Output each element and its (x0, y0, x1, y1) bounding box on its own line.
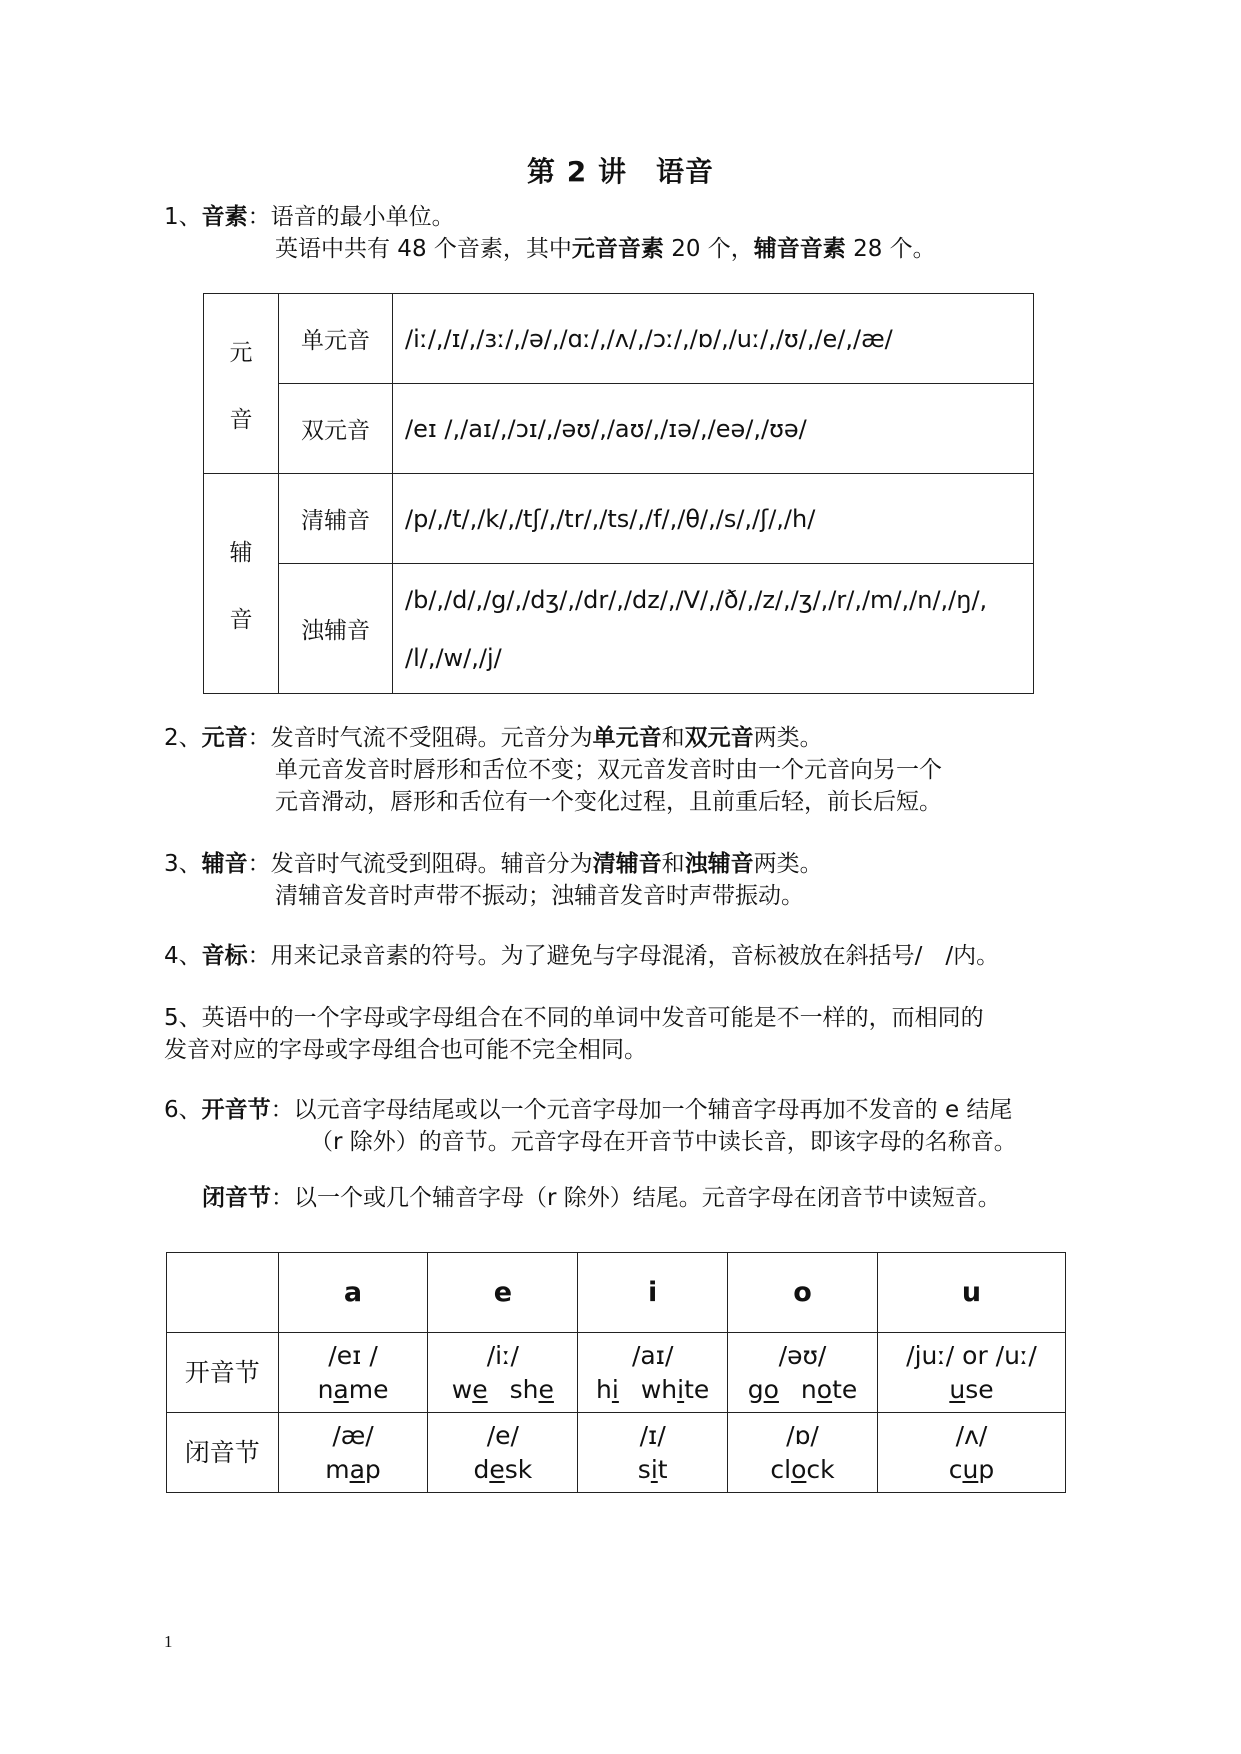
closed-syllable-colon: ： (271, 1185, 294, 1211)
closed-syllable-cell (728, 1413, 878, 1493)
example-word-vowel: e (489, 1454, 505, 1484)
point-2 (164, 722, 942, 818)
point-1 (164, 201, 936, 265)
closed-syllable-text: 以一个或几个辅音字母（r 除外）结尾。元音字母在闭音节中读短音。 (294, 1185, 1001, 1211)
open-syllable-cell (877, 1333, 1065, 1413)
example-word-vowel: o (791, 1454, 807, 1484)
vowel-group-char-2: 音 (229, 406, 253, 433)
closed-syllable-row (167, 1413, 1066, 1493)
example-word-part: sh (509, 1374, 539, 1404)
vowel-letter-header: a (278, 1253, 428, 1333)
point-6-line-2: （r 除外）的音节。元音字母在开音节中读长音，即该字母的名称音。 (310, 1129, 1017, 1155)
point-6-colon: ： (270, 1097, 294, 1123)
example-word (801, 1373, 857, 1407)
point-6-number: 6、 (164, 1097, 202, 1123)
example-word-vowel: e (472, 1374, 488, 1404)
point-4 (164, 940, 999, 972)
point-2-line-2: 单元音发音时唇形和舌位不变；双元音发音时由一个元音向另一个 (275, 757, 942, 783)
example-word-vowel: o (816, 1374, 833, 1404)
point-3-voiceless-term: 清辅音 (592, 851, 662, 877)
point-2-line-3: 元音滑动，唇形和舌位有一个变化过程，且前重后轻，前长后短。 (275, 789, 942, 815)
example-word (510, 1373, 554, 1407)
example-word-part: w (451, 1374, 473, 1404)
example-word-part: ck (806, 1454, 835, 1484)
page-title: 第 2 讲 语音 (527, 155, 714, 188)
point-1-vowel-count-term: 元音音素 (571, 236, 664, 262)
point-6-term: 开音节 (201, 1097, 271, 1123)
closed-syllable-ipa: /ʌ/ (955, 1420, 988, 1450)
open-syllable-examples (428, 1373, 577, 1407)
example-word-part: te (684, 1374, 710, 1404)
example-word-vowel: a (333, 1374, 349, 1404)
point-1-colon: ： (247, 204, 271, 230)
point-3-line-2: 清辅音发音时声带不振动；浊辅音发音时声带振动。 (275, 883, 804, 909)
open-syllable-examples (878, 1373, 1065, 1407)
vowel-letter-header: e (428, 1253, 578, 1333)
consonant-group-cell (204, 474, 279, 694)
example-word-part: c (948, 1454, 963, 1484)
phoneme-label-diphthong: 双元音 (279, 384, 393, 474)
point-2-text-c: 和 (661, 725, 685, 751)
point-3-text-a: 发音时气流受到阻碍。辅音分为 (270, 851, 593, 877)
example-word-vowel: u (962, 1454, 979, 1484)
example-word-part: p (978, 1454, 995, 1484)
point-2-text-e: 两类。 (753, 725, 823, 751)
vowel-letter-header: i (578, 1253, 728, 1333)
phoneme-label-voiced: 浊辅音 (279, 564, 393, 694)
point-3-number: 3、 (164, 851, 202, 877)
point-5 (164, 1002, 984, 1066)
example-word-part: se (965, 1374, 994, 1404)
closed-syllable-cell (278, 1413, 428, 1493)
syllable-table-header-row (167, 1253, 1066, 1333)
point-2-monophthong-term: 单元音 (592, 725, 662, 751)
example-word (641, 1373, 709, 1407)
open-syllable-examples (728, 1373, 877, 1407)
open-syllable-ipa: /eɪ / (328, 1340, 378, 1370)
example-word (325, 1453, 381, 1487)
example-word-vowel: i (611, 1374, 619, 1404)
vowel-group-char-1: 元 (229, 339, 253, 366)
consonant-group-char-1: 辅 (229, 539, 253, 566)
closed-syllable-examples (428, 1453, 577, 1487)
example-word-vowel: o (763, 1374, 779, 1404)
open-syllable-examples (279, 1373, 428, 1407)
open-syllable-ipa: /iː/ (486, 1340, 519, 1370)
example-word (949, 1453, 994, 1487)
phoneme-symbols-monophthong: /iː/,/ɪ/,/ɜː/,/ə/,/ɑː/,/ʌ/,/ɔː/,/ɒ/,/uː/,/ʊ/,/e/,/æ/ (393, 294, 1034, 384)
phoneme-symbols-diphthong: /eɪ /,/aɪ/,/ɔɪ/,/əʊ/,/aʊ/,/ɪə/,/eə/,/ʊə/ (393, 384, 1034, 474)
point-3-voiced-term: 浊辅音 (684, 851, 754, 877)
closed-syllable-examples (878, 1453, 1065, 1487)
closed-syllable-examples (578, 1453, 727, 1487)
point-4-colon: ： (247, 943, 271, 969)
example-word (596, 1373, 619, 1407)
example-word-part: h (596, 1374, 612, 1404)
phoneme-row-voiced (204, 564, 1034, 694)
phoneme-label-voiceless: 清辅音 (279, 474, 393, 564)
open-syllable-ipa: /juː/ or /uː/ (906, 1340, 1037, 1370)
vowel-letter-header: u (877, 1253, 1065, 1333)
example-word-vowel: u (949, 1374, 966, 1404)
open-syllable-cell (728, 1333, 878, 1413)
example-word-part: n (800, 1374, 817, 1404)
point-3-colon: ： (247, 851, 271, 877)
open-syllable-row-label: 开音节 (167, 1333, 279, 1413)
point-6 (164, 1094, 1017, 1158)
syllable-table (166, 1252, 1066, 1493)
point-3-text-e: 两类。 (753, 851, 823, 877)
vowel-letter-header: o (728, 1253, 878, 1333)
closed-syllable-examples (279, 1453, 428, 1487)
example-word (949, 1373, 993, 1407)
point-5-line-2: 发音对应的字母或字母组合也可能不完全相同。 (164, 1037, 647, 1063)
closed-syllable-ipa: /ɪ/ (639, 1420, 666, 1450)
phoneme-row-voiceless (204, 474, 1034, 564)
phoneme-table (203, 293, 1034, 694)
closed-syllable-examples (728, 1453, 877, 1487)
example-word-vowel: i (677, 1374, 685, 1404)
example-word-part: te (832, 1374, 858, 1404)
closed-syllable-cell (428, 1413, 578, 1493)
example-word (770, 1453, 834, 1487)
point-1-consonant-count-term: 辅音音素 (753, 236, 846, 262)
vowel-group-cell (204, 294, 279, 474)
example-word (473, 1453, 532, 1487)
example-word-part: t (657, 1454, 668, 1484)
example-word-part: sk (504, 1454, 533, 1484)
example-word-part: cl (770, 1454, 792, 1484)
point-1-term: 音素 (201, 204, 248, 230)
point-2-text-a: 发音时气流不受阻碍。元音分为 (270, 725, 593, 751)
example-word-part: s (637, 1454, 651, 1484)
open-syllable-cell (428, 1333, 578, 1413)
point-6-definition: 以元音字母结尾或以一个元音字母加一个辅音字母再加不发音的 e 结尾 (293, 1097, 1013, 1123)
point-4-definition: 用来记录音素的符号。为了避免与字母混淆，音标被放在斜括号/ /内。 (270, 943, 1000, 969)
example-word-part: m (325, 1454, 350, 1484)
syllable-table-corner-cell (167, 1253, 279, 1333)
phoneme-row-diphthong (204, 384, 1034, 474)
phoneme-symbols-voiceless: /p/,/t/,/k/,/tʃ/,/tr/,/ts/,/f/,/θ/,/s/,/ʃ/,/h/ (393, 474, 1034, 564)
closed-syllable-term: 闭音节 (202, 1185, 271, 1211)
open-syllable-cell (278, 1333, 428, 1413)
closed-syllable-ipa: /æ/ (332, 1420, 374, 1450)
point-1-line2-c: 20 个， (663, 236, 754, 262)
example-word-part: me (348, 1374, 389, 1404)
point-5-line-1: 5、英语中的一个字母或字母组合在不同的单词中发音可能是不一样的，而相同的 (164, 1005, 984, 1031)
phoneme-symbols-voiced (393, 564, 1034, 694)
point-2-number: 2、 (164, 725, 202, 751)
phoneme-symbols-voiced-line2: /l/,/w/,/j/ (405, 643, 502, 672)
consonant-group-char-2: 音 (229, 606, 253, 633)
example-word-vowel: e (538, 1374, 554, 1404)
example-word (748, 1373, 779, 1407)
point-1-number: 1、 (164, 204, 202, 230)
open-syllable-ipa: /əʊ/ (778, 1340, 827, 1370)
phoneme-label-monophthong: 单元音 (279, 294, 393, 384)
phoneme-row-monophthong (204, 294, 1034, 384)
point-3-term: 辅音 (201, 851, 248, 877)
point-4-number: 4、 (164, 943, 202, 969)
example-word-vowel: a (349, 1454, 365, 1484)
point-1-line2-e: 28 个。 (845, 236, 936, 262)
example-word (318, 1373, 389, 1407)
point-4-term: 音标 (201, 943, 248, 969)
closed-syllable-ipa: /ɒ/ (786, 1420, 819, 1450)
point-2-term: 元音 (201, 725, 248, 751)
point-1-line2-a: 英语中共有 48 个音素，其中 (275, 236, 572, 262)
closed-syllable-definition (202, 1182, 1001, 1214)
closed-syllable-ipa: /e/ (486, 1420, 519, 1450)
point-3-text-c: 和 (661, 851, 685, 877)
example-word (452, 1373, 488, 1407)
point-1-definition: 语音的最小单位。 (270, 204, 455, 230)
page-number: 1 (164, 1632, 173, 1651)
example-word-part: p (364, 1454, 381, 1484)
point-2-colon: ： (247, 725, 271, 751)
point-2-diphthong-term: 双元音 (684, 725, 754, 751)
open-syllable-ipa: /aɪ/ (631, 1340, 674, 1370)
phoneme-symbols-voiced-line1: /b/,/d/,/g/,/dʒ/,/dr/,/dz/,/V/,/ð/,/z/,/ʒ/,/r/,/m/,/n/,/ŋ/, (405, 585, 988, 614)
example-word (638, 1453, 668, 1487)
closed-syllable-cell (578, 1413, 728, 1493)
closed-syllable-cell (877, 1413, 1065, 1493)
example-word-part: n (317, 1374, 334, 1404)
example-word-part: g (747, 1374, 764, 1404)
open-syllable-examples (578, 1373, 727, 1407)
open-syllable-cell (578, 1333, 728, 1413)
open-syllable-row (167, 1333, 1066, 1413)
example-word-vowel: i (650, 1454, 658, 1484)
example-word-part: d (473, 1454, 490, 1484)
closed-syllable-row-label: 闭音节 (167, 1413, 279, 1493)
point-3 (164, 848, 823, 912)
example-word-part: wh (640, 1374, 678, 1404)
